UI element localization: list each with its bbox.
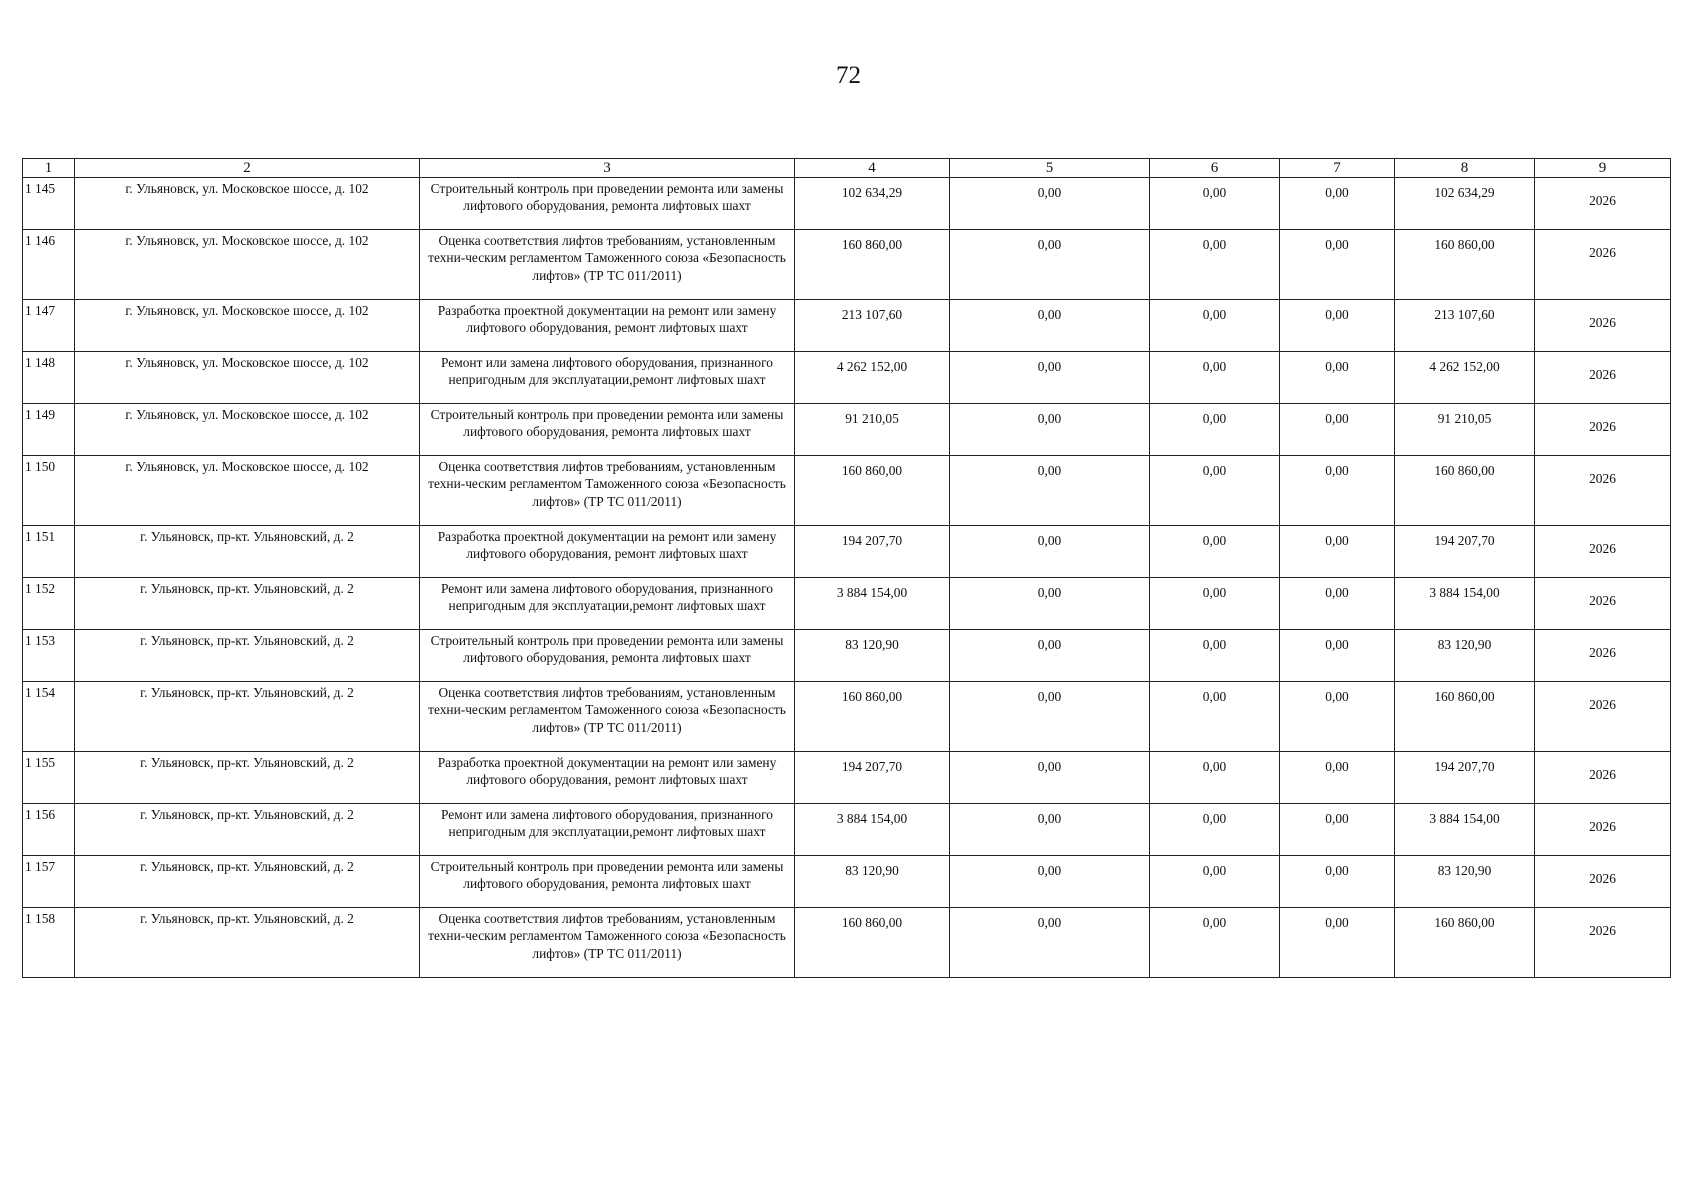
col8-cell bbox=[1395, 300, 1535, 352]
total-cost-cell-text: 160 860,00 bbox=[841, 237, 903, 252]
work-type-cell: Оценка соответствия лифтов требованиям, установленным техни-ческим регламентом Таможенного союза «Безопасность лифтов» (ТР ТС 011/2011) bbox=[420, 456, 795, 526]
col8-cell bbox=[1395, 178, 1535, 230]
work-type-cell: Строительный контроль при проведении ремонта или замены лифтового оборудования, ремонта лифтовых шахт bbox=[420, 630, 795, 682]
total-cost-cell-text: 3 884 154,00 bbox=[836, 811, 908, 826]
total-cost-cell bbox=[795, 178, 950, 230]
year-cell-text: 2026 bbox=[1589, 923, 1616, 938]
table-row bbox=[23, 456, 1671, 526]
table-row bbox=[23, 908, 1671, 978]
col6-cell-text: 0,00 bbox=[1202, 585, 1227, 600]
col7-cell bbox=[1280, 352, 1395, 404]
col8-cell bbox=[1395, 456, 1535, 526]
col6-cell bbox=[1150, 856, 1280, 908]
total-cost-cell-text: 194 207,70 bbox=[841, 533, 903, 548]
col6-cell bbox=[1150, 908, 1280, 978]
col5-cell bbox=[950, 404, 1150, 456]
address-cell: г. Ульяновск, пр-кт. Ульяновский, д. 2 bbox=[75, 752, 420, 804]
table-row bbox=[23, 804, 1671, 856]
year-cell-text: 2026 bbox=[1589, 193, 1616, 208]
col5-cell bbox=[950, 578, 1150, 630]
row-number-cell: 1 147 bbox=[23, 300, 75, 352]
col8-cell-text: 83 120,90 bbox=[1437, 637, 1492, 652]
col8-cell bbox=[1395, 352, 1535, 404]
col8-cell-text: 160 860,00 bbox=[1434, 237, 1495, 252]
total-cost-cell bbox=[795, 856, 950, 908]
total-cost-cell bbox=[795, 908, 950, 978]
total-cost-cell bbox=[795, 752, 950, 804]
total-cost-cell-text: 160 860,00 bbox=[841, 689, 903, 704]
col7-cell bbox=[1280, 908, 1395, 978]
year-cell-text: 2026 bbox=[1589, 697, 1616, 712]
address-cell: г. Ульяновск, пр-кт. Ульяновский, д. 2 bbox=[75, 630, 420, 682]
col6-cell-text: 0,00 bbox=[1202, 689, 1227, 704]
total-cost-cell-text: 213 107,60 bbox=[841, 307, 903, 322]
col7-cell-text: 0,00 bbox=[1325, 237, 1349, 252]
col5-cell-text: 0,00 bbox=[1037, 585, 1062, 600]
col7-cell-text: 0,00 bbox=[1325, 637, 1349, 652]
col5-cell-text: 0,00 bbox=[1037, 915, 1062, 930]
total-cost-cell bbox=[795, 682, 950, 752]
year-cell bbox=[1535, 230, 1671, 300]
table-row bbox=[23, 178, 1671, 230]
row-number-cell: 1 157 bbox=[23, 856, 75, 908]
row-number-cell: 1 145 bbox=[23, 178, 75, 230]
col8-cell-text: 102 634,29 bbox=[1434, 185, 1495, 200]
year-cell bbox=[1535, 526, 1671, 578]
col7-cell bbox=[1280, 630, 1395, 682]
row-number-cell: 1 155 bbox=[23, 752, 75, 804]
table-row bbox=[23, 752, 1671, 804]
col8-cell bbox=[1395, 908, 1535, 978]
col5-cell-text: 0,00 bbox=[1037, 359, 1062, 374]
total-cost-cell bbox=[795, 404, 950, 456]
row-number-cell: 1 153 bbox=[23, 630, 75, 682]
col6-cell bbox=[1150, 456, 1280, 526]
total-cost-cell bbox=[795, 526, 950, 578]
col7-cell-text: 0,00 bbox=[1325, 533, 1349, 548]
header-cell: 2 bbox=[75, 159, 420, 178]
col6-cell bbox=[1150, 178, 1280, 230]
col5-cell-text: 0,00 bbox=[1037, 237, 1062, 252]
header-cell: 3 bbox=[420, 159, 795, 178]
row-number-cell: 1 152 bbox=[23, 578, 75, 630]
work-type-cell: Разработка проектной документации на ремонт или замену лифтового оборудования, ремонт лифтовых шахт bbox=[420, 300, 795, 352]
col5-cell bbox=[950, 178, 1150, 230]
year-cell bbox=[1535, 300, 1671, 352]
col7-cell bbox=[1280, 578, 1395, 630]
address-cell: г. Ульяновск, ул. Московское шоссе, д. 102 bbox=[75, 230, 420, 300]
work-type-cell: Ремонт или замена лифтового оборудования, признанного непригодным для эксплуатации,ремонт лифтовых шахт bbox=[420, 578, 795, 630]
year-cell-text: 2026 bbox=[1589, 819, 1616, 834]
row-number-cell: 1 148 bbox=[23, 352, 75, 404]
col5-cell bbox=[950, 352, 1150, 404]
year-cell bbox=[1535, 908, 1671, 978]
address-cell: г. Ульяновск, ул. Московское шоссе, д. 102 bbox=[75, 178, 420, 230]
col5-cell bbox=[950, 630, 1150, 682]
col8-cell bbox=[1395, 856, 1535, 908]
year-cell bbox=[1535, 178, 1671, 230]
total-cost-cell bbox=[795, 630, 950, 682]
table-row bbox=[23, 352, 1671, 404]
total-cost-cell-text: 83 120,90 bbox=[845, 863, 899, 878]
col6-cell-text: 0,00 bbox=[1202, 359, 1227, 374]
col6-cell-text: 0,00 bbox=[1202, 811, 1227, 826]
total-cost-cell-text: 83 120,90 bbox=[845, 637, 899, 652]
col7-cell bbox=[1280, 300, 1395, 352]
col6-cell-text: 0,00 bbox=[1202, 463, 1227, 478]
col6-cell bbox=[1150, 404, 1280, 456]
year-cell bbox=[1535, 856, 1671, 908]
table-row bbox=[23, 578, 1671, 630]
col6-cell-text: 0,00 bbox=[1202, 637, 1227, 652]
address-cell: г. Ульяновск, ул. Московское шоссе, д. 102 bbox=[75, 300, 420, 352]
address-cell: г. Ульяновск, пр-кт. Ульяновский, д. 2 bbox=[75, 908, 420, 978]
col5-cell-text: 0,00 bbox=[1037, 637, 1062, 652]
row-number-cell: 1 149 bbox=[23, 404, 75, 456]
table-body bbox=[23, 159, 1671, 978]
table-row bbox=[23, 300, 1671, 352]
total-cost-cell-text: 194 207,70 bbox=[841, 759, 903, 774]
col7-cell-text: 0,00 bbox=[1325, 811, 1349, 826]
header-cell: 1 bbox=[23, 159, 75, 178]
col6-cell-text: 0,00 bbox=[1202, 411, 1227, 426]
col7-cell-text: 0,00 bbox=[1325, 759, 1349, 774]
col7-cell-text: 0,00 bbox=[1325, 689, 1349, 704]
address-cell: г. Ульяновск, ул. Московское шоссе, д. 102 bbox=[75, 404, 420, 456]
col7-cell bbox=[1280, 526, 1395, 578]
col6-cell bbox=[1150, 752, 1280, 804]
header-cell: 6 bbox=[1150, 159, 1280, 178]
row-number-cell: 1 156 bbox=[23, 804, 75, 856]
year-cell-text: 2026 bbox=[1589, 315, 1616, 330]
total-cost-cell bbox=[795, 352, 950, 404]
year-cell bbox=[1535, 352, 1671, 404]
col5-cell-text: 0,00 bbox=[1037, 411, 1062, 426]
col6-cell bbox=[1150, 352, 1280, 404]
col8-cell bbox=[1395, 752, 1535, 804]
col6-cell bbox=[1150, 230, 1280, 300]
work-type-cell: Ремонт или замена лифтового оборудования, признанного непригодным для эксплуатации,ремонт лифтовых шахт bbox=[420, 804, 795, 856]
total-cost-cell-text: 4 262 152,00 bbox=[836, 359, 908, 374]
col8-cell-text: 194 207,70 bbox=[1434, 759, 1495, 774]
row-number-cell: 1 146 bbox=[23, 230, 75, 300]
col5-cell bbox=[950, 682, 1150, 752]
col6-cell-text: 0,00 bbox=[1202, 533, 1227, 548]
address-cell: г. Ульяновск, пр-кт. Ульяновский, д. 2 bbox=[75, 578, 420, 630]
col8-cell-text: 194 207,70 bbox=[1434, 533, 1495, 548]
year-cell bbox=[1535, 682, 1671, 752]
col6-cell-text: 0,00 bbox=[1202, 185, 1227, 200]
col8-cell-text: 160 860,00 bbox=[1434, 915, 1495, 930]
col8-cell-text: 91 210,05 bbox=[1437, 411, 1492, 426]
table-row bbox=[23, 230, 1671, 300]
col7-cell bbox=[1280, 404, 1395, 456]
col7-cell-text: 0,00 bbox=[1325, 915, 1349, 930]
col6-cell bbox=[1150, 578, 1280, 630]
col7-cell-text: 0,00 bbox=[1325, 863, 1349, 878]
total-cost-cell-text: 160 860,00 bbox=[841, 463, 903, 478]
col6-cell-text: 0,00 bbox=[1202, 237, 1227, 252]
row-number-cell: 1 154 bbox=[23, 682, 75, 752]
col8-cell bbox=[1395, 526, 1535, 578]
total-cost-cell-text: 102 634,29 bbox=[841, 185, 903, 200]
col7-cell-text: 0,00 bbox=[1325, 359, 1349, 374]
work-type-cell: Строительный контроль при проведении ремонта или замены лифтового оборудования, ремонта лифтовых шахт bbox=[420, 404, 795, 456]
col8-cell bbox=[1395, 578, 1535, 630]
table-row bbox=[23, 526, 1671, 578]
col6-cell-text: 0,00 bbox=[1202, 863, 1227, 878]
col6-cell bbox=[1150, 526, 1280, 578]
year-cell bbox=[1535, 804, 1671, 856]
year-cell bbox=[1535, 456, 1671, 526]
header-cell: 7 bbox=[1280, 159, 1395, 178]
col6-cell-text: 0,00 bbox=[1202, 759, 1227, 774]
col6-cell-text: 0,00 bbox=[1202, 915, 1227, 930]
address-cell: г. Ульяновск, пр-кт. Ульяновский, д. 2 bbox=[75, 682, 420, 752]
address-cell: г. Ульяновск, ул. Московское шоссе, д. 102 bbox=[75, 456, 420, 526]
col8-cell-text: 3 884 154,00 bbox=[1429, 585, 1500, 600]
header-cell: 9 bbox=[1535, 159, 1671, 178]
total-cost-cell bbox=[795, 804, 950, 856]
row-number-cell: 1 150 bbox=[23, 456, 75, 526]
col7-cell-text: 0,00 bbox=[1325, 411, 1349, 426]
year-cell-text: 2026 bbox=[1589, 471, 1616, 486]
col8-cell bbox=[1395, 404, 1535, 456]
year-cell-text: 2026 bbox=[1589, 245, 1616, 260]
col6-cell bbox=[1150, 630, 1280, 682]
year-cell bbox=[1535, 404, 1671, 456]
total-cost-cell-text: 160 860,00 bbox=[841, 915, 903, 930]
work-type-cell: Разработка проектной документации на ремонт или замену лифтового оборудования, ремонт лифтовых шахт bbox=[420, 526, 795, 578]
col6-cell bbox=[1150, 804, 1280, 856]
row-number-cell: 1 151 bbox=[23, 526, 75, 578]
table-row bbox=[23, 630, 1671, 682]
year-cell bbox=[1535, 752, 1671, 804]
col5-cell bbox=[950, 804, 1150, 856]
col6-cell-text: 0,00 bbox=[1202, 307, 1227, 322]
col5-cell bbox=[950, 856, 1150, 908]
col5-cell-text: 0,00 bbox=[1037, 185, 1062, 200]
col7-cell bbox=[1280, 456, 1395, 526]
total-cost-cell bbox=[795, 300, 950, 352]
col7-cell bbox=[1280, 752, 1395, 804]
year-cell bbox=[1535, 630, 1671, 682]
col5-cell-text: 0,00 bbox=[1037, 307, 1062, 322]
table-row bbox=[23, 856, 1671, 908]
year-cell-text: 2026 bbox=[1589, 541, 1616, 556]
address-cell: г. Ульяновск, пр-кт. Ульяновский, д. 2 bbox=[75, 526, 420, 578]
col8-cell-text: 213 107,60 bbox=[1434, 307, 1495, 322]
work-type-cell: Разработка проектной документации на ремонт или замену лифтового оборудования, ремонт лифтовых шахт bbox=[420, 752, 795, 804]
total-cost-cell bbox=[795, 230, 950, 300]
col7-cell bbox=[1280, 230, 1395, 300]
col5-cell-text: 0,00 bbox=[1037, 863, 1062, 878]
year-cell bbox=[1535, 578, 1671, 630]
col5-cell-text: 0,00 bbox=[1037, 759, 1062, 774]
col7-cell-text: 0,00 bbox=[1325, 185, 1349, 200]
col8-cell-text: 83 120,90 bbox=[1437, 863, 1492, 878]
table-row bbox=[23, 404, 1671, 456]
header-row bbox=[23, 159, 1671, 178]
col5-cell-text: 0,00 bbox=[1037, 463, 1062, 478]
col6-cell bbox=[1150, 300, 1280, 352]
header-cell: 8 bbox=[1395, 159, 1535, 178]
col5-cell bbox=[950, 456, 1150, 526]
table-row bbox=[23, 682, 1671, 752]
year-cell-text: 2026 bbox=[1589, 367, 1616, 382]
header-cell: 5 bbox=[950, 159, 1150, 178]
col5-cell bbox=[950, 230, 1150, 300]
total-cost-cell-text: 91 210,05 bbox=[845, 411, 899, 426]
col5-cell-text: 0,00 bbox=[1037, 689, 1062, 704]
work-type-cell: Оценка соответствия лифтов требованиям, установленным техни-ческим регламентом Таможенного союза «Безопасность лифтов» (ТР ТС 011/2011) bbox=[420, 908, 795, 978]
col5-cell-text: 0,00 bbox=[1037, 533, 1062, 548]
work-type-cell: Ремонт или замена лифтового оборудования, признанного непригодным для эксплуатации,ремонт лифтовых шахт bbox=[420, 352, 795, 404]
year-cell-text: 2026 bbox=[1589, 871, 1616, 886]
col8-cell bbox=[1395, 230, 1535, 300]
col7-cell bbox=[1280, 804, 1395, 856]
col7-cell bbox=[1280, 178, 1395, 230]
col8-cell-text: 4 262 152,00 bbox=[1429, 359, 1500, 374]
col8-cell bbox=[1395, 804, 1535, 856]
total-cost-cell bbox=[795, 456, 950, 526]
col5-cell bbox=[950, 526, 1150, 578]
year-cell-text: 2026 bbox=[1589, 645, 1616, 660]
total-cost-cell bbox=[795, 578, 950, 630]
header-cell: 4 bbox=[795, 159, 950, 178]
work-type-cell: Строительный контроль при проведении ремонта или замены лифтового оборудования, ремонта лифтовых шахт bbox=[420, 856, 795, 908]
row-number-cell: 1 158 bbox=[23, 908, 75, 978]
year-cell-text: 2026 bbox=[1589, 593, 1616, 608]
col8-cell-text: 160 860,00 bbox=[1434, 463, 1495, 478]
col8-cell bbox=[1395, 682, 1535, 752]
col8-cell-text: 160 860,00 bbox=[1434, 689, 1495, 704]
works-table bbox=[22, 158, 1671, 978]
col7-cell bbox=[1280, 682, 1395, 752]
address-cell: г. Ульяновск, пр-кт. Ульяновский, д. 2 bbox=[75, 804, 420, 856]
page-number: 72 bbox=[836, 62, 861, 89]
col6-cell bbox=[1150, 682, 1280, 752]
col8-cell-text: 3 884 154,00 bbox=[1429, 811, 1500, 826]
col5-cell bbox=[950, 908, 1150, 978]
col7-cell-text: 0,00 bbox=[1325, 463, 1349, 478]
total-cost-cell-text: 3 884 154,00 bbox=[836, 585, 908, 600]
work-type-cell: Оценка соответствия лифтов требованиям, установленным техни-ческим регламентом Таможенного союза «Безопасность лифтов» (ТР ТС 011/2011) bbox=[420, 230, 795, 300]
col5-cell bbox=[950, 300, 1150, 352]
year-cell-text: 2026 bbox=[1589, 419, 1616, 434]
col5-cell-text: 0,00 bbox=[1037, 811, 1062, 826]
col7-cell-text: 0,00 bbox=[1325, 307, 1349, 322]
work-type-cell: Строительный контроль при проведении ремонта или замены лифтового оборудования, ремонта лифтовых шахт bbox=[420, 178, 795, 230]
work-type-cell: Оценка соответствия лифтов требованиям, установленным техни-ческим регламентом Таможенного союза «Безопасность лифтов» (ТР ТС 011/2011) bbox=[420, 682, 795, 752]
address-cell: г. Ульяновск, пр-кт. Ульяновский, д. 2 bbox=[75, 856, 420, 908]
col8-cell bbox=[1395, 630, 1535, 682]
col7-cell bbox=[1280, 856, 1395, 908]
year-cell-text: 2026 bbox=[1589, 767, 1616, 782]
address-cell: г. Ульяновск, ул. Московское шоссе, д. 102 bbox=[75, 352, 420, 404]
col5-cell bbox=[950, 752, 1150, 804]
col7-cell-text: 0,00 bbox=[1325, 585, 1349, 600]
